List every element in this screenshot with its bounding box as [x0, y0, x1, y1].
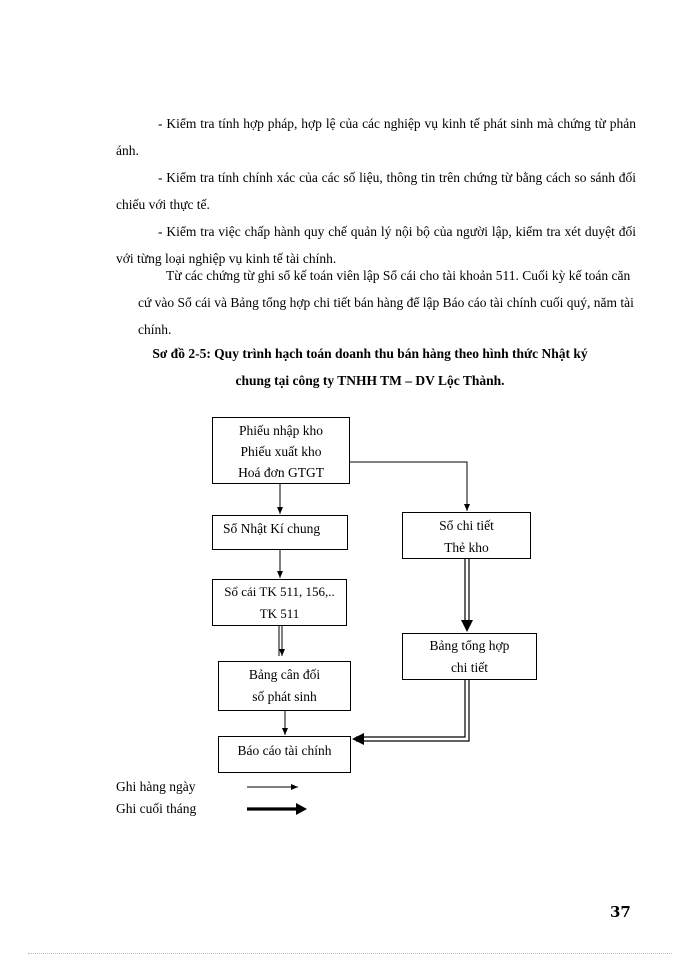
arrow-source-to-detail	[350, 462, 467, 511]
footer-divider	[28, 953, 672, 954]
paragraph-check-compliance: - Kiểm tra việc chấp hành quy chế quản lý nội bộ của người lập, kiểm tra xét duyệt đối với từng loại nghiệp vụ kinh tế tài chính.	[116, 224, 636, 266]
paragraph-ledger-process: Từ các chứng từ ghi sổ kế toán viên lập Sổ cái cho tài khoản 511. Cuối kỳ kế toán căn cứ vào Sổ cái và Bảng tổng hợp chi tiết bán hàng để lập Báo cáo tài chính cuối quý, năm tài chính.	[138, 268, 634, 337]
box-trial-balance: Bảng cân đối số phát sinh	[218, 661, 351, 711]
box-source-documents: Phiếu nhập kho Phiếu xuất kho Hoá đơn GTGT	[212, 417, 350, 484]
diagram-caption-line2: chung tại công ty TNHH TM – DV Lộc Thành.	[235, 373, 505, 388]
box-financial-report: Báo cáo tài chính	[218, 736, 351, 773]
paragraph-check-legality: - Kiểm tra tính hợp pháp, hợp lệ của các nghiệp vụ kinh tế phát sinh mà chứng từ phản ánh.	[116, 116, 636, 158]
legend-daily-label: Ghi hàng ngày	[116, 779, 196, 794]
diagram-caption-line1: Sơ đồ 2-5: Quy trình hạch toán doanh thu bán hàng theo hình thức Nhật ký	[152, 346, 588, 361]
legend-monthly-label: Ghi cuối tháng	[116, 801, 197, 816]
arrow-summary-to-report	[356, 680, 465, 737]
box-summary-detail: Bảng tổng hợp chi tiết	[402, 633, 537, 680]
box-general-journal: Sổ Nhật Kí chung	[212, 515, 348, 550]
page-number: 37	[610, 903, 631, 921]
paragraph-check-accuracy: - Kiểm tra tính chính xác của các số liệu, thông tin trên chứng từ bằng cách so sánh đối chiếu với thực tế.	[116, 170, 636, 212]
box-general-ledger: Sổ cái TK 511, 156,.. TK 511	[212, 579, 347, 626]
box-detail-ledger: Sổ chi tiết Thẻ kho	[402, 512, 531, 559]
